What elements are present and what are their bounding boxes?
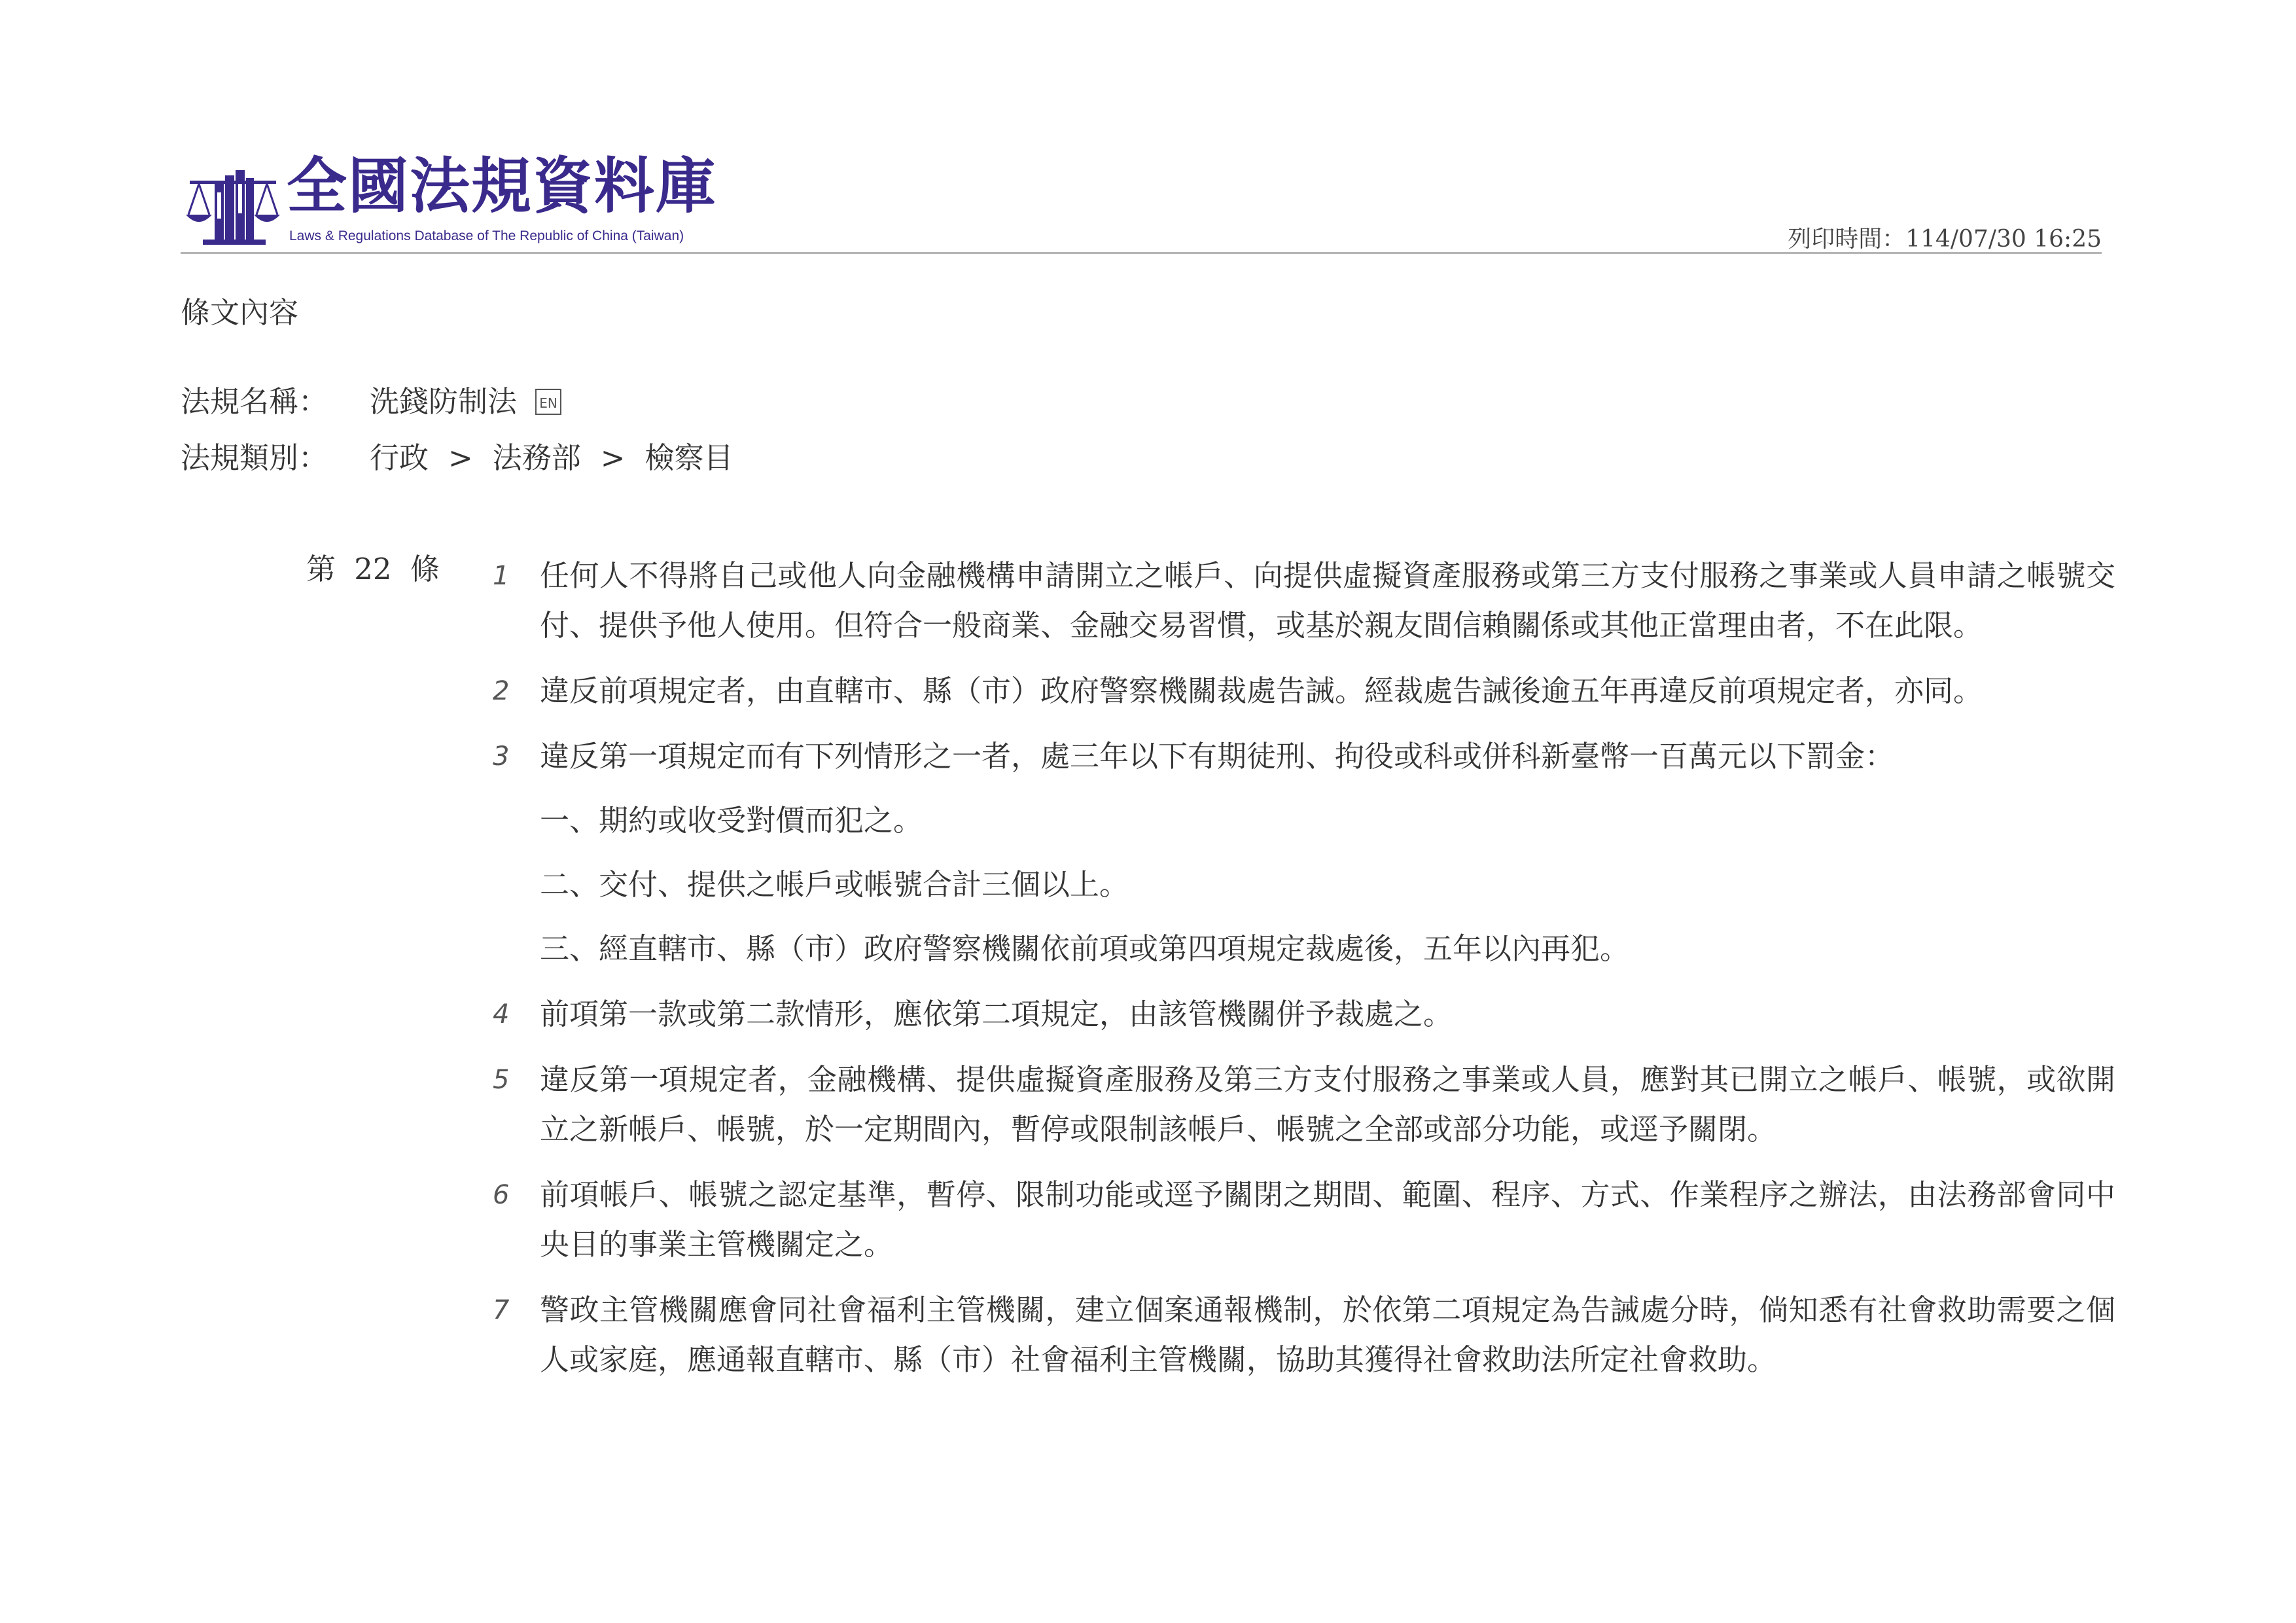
header-divider [181,252,2102,254]
clause-list [493,551,2115,1400]
clause-item [493,732,2115,974]
print-time: 列印時間：114/07/30 16:25 [1788,226,2102,253]
sub-item: 二、交付、提供之帳戶或帳號合計三個以上。 [540,867,1129,902]
clause-number: 4 [493,999,510,1029]
section-heading: 條文內容 [181,295,299,330]
clause-item [493,990,2115,1039]
clause-number: 6 [493,1180,510,1210]
sub-item: 一、期約或收受對價而犯之。 [540,803,923,838]
breadcrumb-separator: > [448,440,473,475]
breadcrumb-item[interactable]: 行政 [370,440,429,475]
clause-text: 前項第一款或第二款情形，應依第二項規定，由該管機關併予裁處之。 [540,997,1453,1031]
law-name-link[interactable]: 洗錢防制法 [370,384,518,419]
clause-item [493,551,2115,651]
logo-title: 全國法規資料庫 [287,151,718,221]
breadcrumb-item[interactable]: 檢察目 [645,440,733,475]
article-number: 第 22 條 [306,552,440,586]
clause-text: 違反第一項規定而有下列情形之一者，處三年以下有期徒刑、拘役或科或併科新臺幣一百萬元以下罰金： [540,739,1895,774]
clause-item [493,1055,2115,1154]
page-header [181,151,2102,253]
clause-number: 1 [493,561,510,591]
clause-item [493,666,2115,716]
site-logo[interactable] [181,151,718,253]
logo-subtitle: Laws & Regulations Database of The Republic of China (Taiwan) [289,228,684,243]
clause-text: 違反第一項規定者，金融機構、提供虛擬資產服務及第三方支付服務之事業或人員，應對其已開立之帳戶、帳號，或欲開立之新帳戶、帳號，於一定期間內，暫停或限制該帳戶、帳號之全部或部分功能，或逕予關閉。 [540,1062,2115,1147]
clause-number: 5 [493,1065,510,1095]
breadcrumb-separator: > [600,440,626,475]
clause-item [493,1170,2115,1270]
sub-item: 三、經直轄市、縣（市）政府警察機關依前項或第四項規定裁處後，五年以內再犯。 [540,931,1630,966]
clause-number: 2 [493,676,510,706]
clause-text: 前項帳戶、帳號之認定基準，暫停、限制功能或逕予關閉之期間、範圍、程序、方式、作業程序之辦法，由法務部會同中央目的事業主管機關定之。 [540,1177,2115,1262]
clause-number: 7 [493,1295,510,1325]
clause-number: 3 [493,741,510,772]
clause-text: 警政主管機關應會同社會福利主管機關，建立個案通報機制，於依第二項規定為告誡處分時，倘知悉有社會救助需要之個人或家庭，應通報直轄市、縣（市）社會福利主管機關，協助其獲得社會救助法所定社會救助。 [540,1293,2115,1377]
breadcrumb-item[interactable]: 法務部 [492,440,581,475]
law-category-row [181,440,733,476]
law-name-label: 法規名稱： [181,384,328,419]
clause-item [493,1285,2115,1385]
law-name-row [181,383,561,420]
law-category-label: 法規類別： [181,440,328,475]
clause-text: 違反前項規定者，由直轄市、縣（市）政府警察機關裁處告誡。經裁處告誡後逾五年再違反前項規定者，亦同。 [540,673,1983,708]
scales-of-justice-books-icon [185,161,280,247]
clause-text: 任何人不得將自己或他人向金融機構申請開立之帳戶、向提供虛擬資產服務或第三方支付服務之事業或人員申請之帳號交付、提供予他人使用。但符合一般商業、金融交易習慣，或基於親友間信賴關係或其他正當理由者，不在此限。 [540,558,2115,643]
english-version-icon[interactable]: EN [535,389,561,415]
